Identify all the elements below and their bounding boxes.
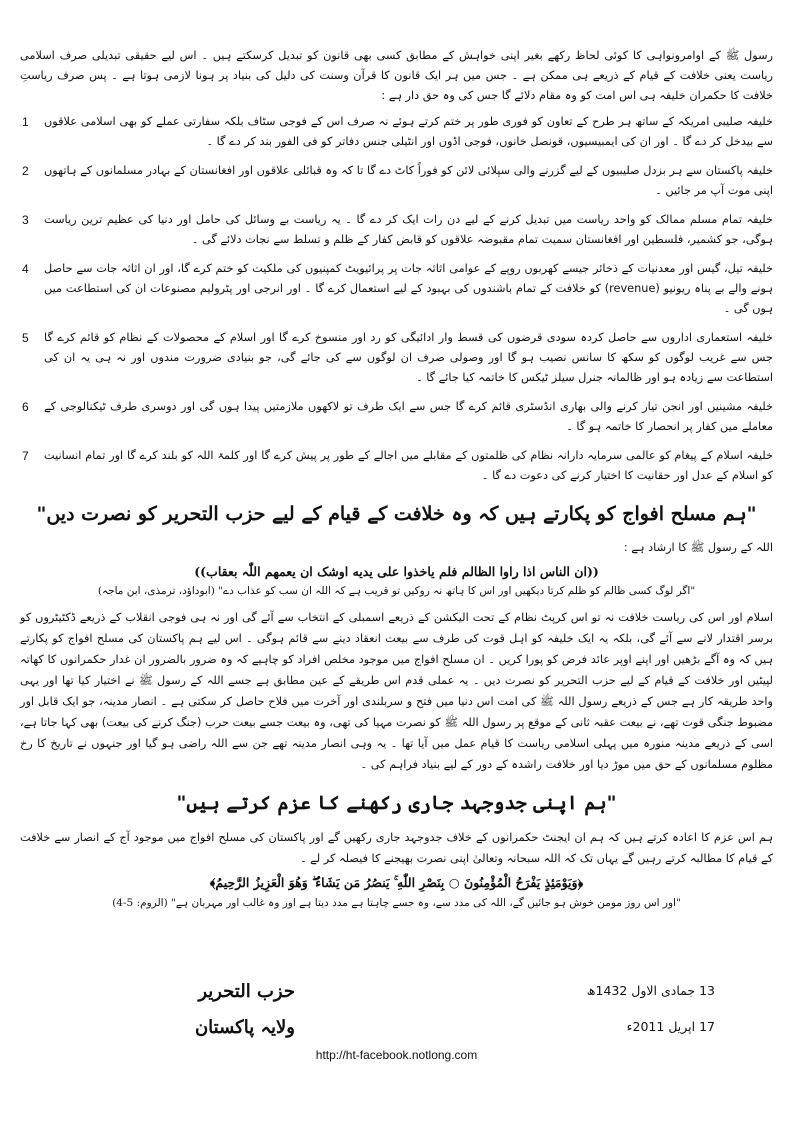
list-item	[20, 397, 773, 437]
item-number: 1	[22, 115, 29, 129]
body-paragraph: اسلام اور اس کی ریاست خلافت نہ تو اس کرپٹ نظام کے تحت الیکشن کے ذریعے اسمبلی کے انتخاب سے آئے گی اور نہ ہی فوجی انقلاب کے ذریعے ڈکٹیٹروں کو برسر اقتدار لانے سے آئے گی، بلکہ یہ ایک خلیفہ کو اہل قوت کی طرف سے بیعت انعقاد دینے سے قائم ہوگی ۔ اس لیے ہم پاکستان کی مسلح افواج کو پکارتے ہیں کہ وہ آگے بڑھیں اور اپنے اوپر عائد فرض کو پورا کریں ۔ ان مسلح افواج میں موجود مخلص افراد کو چاہیے کہ وہ ضرور بالضرور ان غدار حکمرانوں کا کھاتہ لپیٹیں اور خلافت کے قیام کے لیے حزب التحریر کو نصرت دیں ۔ یہ عملی قدم اس طریقے کے عین مطابق ہے جسے اللہ کے رسول ﷺ نے اختیار کیا تھا اور یہی واحد طریقہ کار ہے جس کے ذریعے رسول اللہ ﷺ کی امت اس دنیا میں فتح و سربلندی اور آخرت میں فلاح حاصل کر سکتی ہے ۔ انصار مدینہ، جو ایک قابل اور مضبوط جنگی قوت تھے، نے بیعت عقبہ ثانی کے موقع پر رسول اللہ ﷺ کو نصرت مہیا کی تھی، وہ بیعت جسے بیعت حرب (جنگ کرنے کی بیعت) بھی کہا جاتا ہے، اسی کے ذریعے مدینہ منورہ میں پہلی اسلامی ریاست کا قیام عمل میں آیا تھا ۔ یہ وہی انصار مدینہ تھے جن سے اللہ راضی ہو گیا اور جنہوں نے تاریخ کا رخ مظلوم مسلمانوں کے حق میں موڑ دیا اور خلافت راشدہ کے دور کے لیے بنیاد فراہم کی ۔	[20, 611, 773, 771]
hadith-intro: اللہ کے رسول ﷺ کا ارشاد ہے :	[623, 541, 773, 554]
item-text: خلیفہ مشینیں اور انجن تیار کرنے والی بھاری انڈسٹری قائم کرے گا جس سے ایک طرف تو لاکھوں ملازمتیں پیدا ہوں گی اور دوسری طرف ٹیکنالوجی کے معاملے میں کفار پر انحصار کا خاتمہ ہو گا ۔	[44, 400, 773, 433]
item-number: 2	[22, 164, 29, 178]
signature-province: ولایہ پاکستان	[194, 1017, 295, 1038]
item-text: خلیفہ صلیبی امریکہ کے ساتھ ہر طرح کے تعاون کو فوری طور پر ختم کرتے ہوئے نہ صرف اس کے فوجی سٹاف بلکہ سفارتی عملے کو بھی اسلامی علاقوں سے بیدخل کر دے گا ۔ اور ان کی ایمبیسیوں، قونصل خانوں، فوجی اڈوں اور انٹیلی جنس دفاتر کو فی الفور بند کر دے گا ۔	[44, 115, 773, 148]
item-text: خلیفہ تیل، گیس اور معدنیات کے ذخائر جیسے کھربوں روپے کے عوامی اثاثہ جات پر پرائیویٹ کمپنیوں کی ملکیت کو ختم کرے گا، اور ان اثاثہ جات سے حاصل ہونے والے بے پناہ ریونیو (revenue) کو خلافت کے تمام باشندوں کی بہبود کے لیے استعمال کرے گا ۔ اور انرجی اور پٹرولیم مصنوعات ان کی استطاعت میں ہوں گی ۔	[44, 262, 773, 315]
item-number: 3	[22, 213, 29, 227]
signature-organization: حزب التحریر	[198, 981, 295, 1002]
list-item	[20, 328, 773, 388]
item-number: 6	[22, 400, 29, 414]
item-text: خلیفہ تمام مسلم ممالک کو واحد ریاست میں تبدیل کرنے کے لیے دن رات ایک کر دے گا ۔ یہ ریاست بے وسائل کی حامل اور دنیا کی عظیم ترین ریاست ہوگی، جو کشمیر، فلسطین اور افغانستان سمیت تمام مقبوضہ علاقوں کو قابض کفار کے ظلم و تسلط سے نجات دلائے گی ۔	[44, 213, 773, 246]
intro-paragraph: رسول ﷺ کے اوامرونواہی کا کوئی لحاظ رکھے بغیر اپنی خواہش کے مطابق کسی بھی قانون کو تبدیل کرسکتے ہیں ۔ اس لیے حقیقی تبدیلی صرف اسلامی ریاست یعنی خلافت کے قیام کے ذریعے ہی ممکن ہے ۔ جس میں ہر ایک قانون کا قرآن وسنت کی دلیل کی بنیاد پر ہونا لازمی ہوتا ہے ۔ پس صرف ریاستِ خلافت کا حکمران خلیفہ ہی اس امت کو وہ مقام دلائے گا جس کی وہ حق دار ہے :	[20, 49, 773, 102]
hadith-translation: "اگر لوگ کسی ظالم کو ظلم کرتا دیکھیں اور اس کا ہاتھ نہ روکیں تو قریب ہے کہ اللہ ان سب کو عذاب دے" (ابوداؤد، ترمذی، ابن ماجہ)	[97, 585, 696, 597]
date-gregorian: 17 اپریل 2011ء	[626, 1019, 715, 1034]
body-paragraph: ہم اس عزم کا اعادہ کرتے ہیں کہ ہم ان ایجنٹ حکمرانوں کے خلاف جدوجہد جاری رکھیں گے اور پاکستان کی مسلح افواج میں موجود آج کے انصار سے خلافت کے قیام کا مطالبہ کرتے رہیں گے یہاں تک کہ اللہ سبحانہ وتعالیٰ اپنی نصرت بھیجنے کا فیصلہ کر لے ۔	[20, 831, 773, 865]
leaflet-footer	[115, 975, 715, 1055]
section-heading-resolve: "ہم اپنی جدوجہد جاری رکھنے کا عزم کرتے ہیں"	[176, 792, 617, 814]
item-text: خلیفہ استعماری اداروں سے حاصل کردہ سودی قرضوں کی قسط وار ادائیگی کو رد اور منسوخ کرے گا اور اسلام کے محصولات کے نظام کو قائم کرے گا جس سے غریب لوگوں کو سکھ کا سانس نصیب ہو گا اور وصولی صرف ان لوگوں سے کی جائے گی، جو بنیادی ضرورت مندوں اور نہ ہی یہ ان کی استطاعت سے زیادہ ہو اور ظالمانہ جنرل سیلز ٹیکس کا خاتمہ کیا جائے گا ۔	[44, 331, 773, 384]
quran-translation: "اور اس روز مومن خوش ہو جائیں گے، اللہ کی مدد سے، وہ جسے چاہتا ہے مدد دیتا ہے اور وہ غالب اور مہربان ہے" (الروم: 5-4)	[112, 897, 681, 909]
footer-url: http://ht-facebook.notlong.com	[315, 1048, 478, 1062]
quran-verse: ﴿وَيَوْمَئِذٍ يَفْرَحُ الْمُؤْمِنُونَ ○ بِنَصْرِ اللّٰهِ ۚ يَنصُرُ مَن يَشَاءُ ۖ وَهُوَ الْعَزِيزُ الرَّحِيمُ﴾	[209, 875, 584, 890]
item-number: 7	[22, 449, 29, 463]
item-text: خلیفہ اسلام کے پیغام کو عالمی سرمایہ دارانہ نظام کی ظلمتوں کے مقابلے میں اجالے کے طور پر پیش کرے گا اور کلمۃ اللہ کو بلند کرے گا اور تمام انسانیت کو اسلام کے عدل اور حقانیت کا اختیار کرنے کی دعوت دے گا ۔	[44, 449, 773, 482]
item-text: خلیفہ پاکستان سے ہر بزدل صلیبیوں کے لیے گزرنے والی سپلائی لائن کو فوراً کاٹ دے گا تا کہ وہ قبائلی علاقوں اور افغانستان کے بہادر مسلمانوں کے ہاتھوں اپنی موت آپ مر جائیں ۔	[44, 164, 773, 197]
list-item	[20, 161, 773, 201]
list-item	[20, 112, 773, 152]
list-item	[20, 259, 773, 319]
hadith-arabic: ((ان الناس اذا راوا الظالم فلم یاخذوا علی یدیه اوشک ان یعمھم اللّٰہ بعقاب))	[194, 564, 599, 579]
list-item	[20, 210, 773, 250]
points-list	[20, 112, 773, 486]
section-heading-armed-forces: "ہم مسلح افواج کو پکارتے ہیں کہ وہ خلافت کے قیام کے لیے حزب التحریر کو نصرت دیں"	[36, 503, 757, 525]
item-number: 5	[22, 331, 29, 345]
leaflet-body	[20, 46, 773, 919]
item-number: 4	[22, 262, 29, 276]
list-item	[20, 446, 773, 486]
date-hijri: 13 جمادی الاول 1432ھ	[586, 983, 715, 998]
